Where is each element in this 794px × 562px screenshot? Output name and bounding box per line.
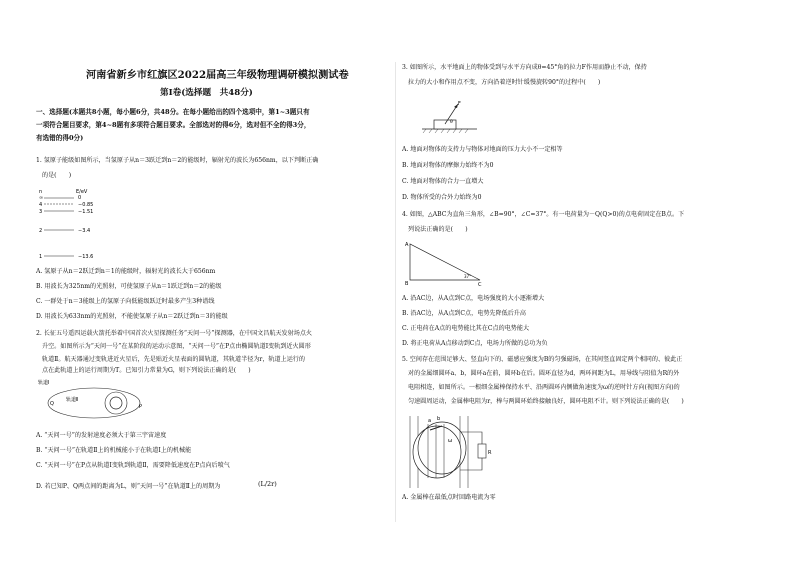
level-energy: −1.51 <box>78 209 94 215</box>
level-n-header: n <box>39 189 43 195</box>
label-b: b <box>437 416 441 422</box>
orbit-2-label: 轨道Ⅱ <box>66 397 79 403</box>
q2-option-b: B. “天问一号”在轨道Ⅱ上的机械能小于在轨道Ⅰ上的机械能 <box>36 447 192 454</box>
q1-stem: 1. 氢原子能级如图所示，当氢原子从n＝3跃迁到n＝2的能级时，辐射光的波长为656nm，以下判断正确 <box>36 157 319 164</box>
q4-option-a: A. 沿AC边，从A点到C点，电场强度的大小逐渐增大 <box>402 295 545 302</box>
level-energy: −3.4 <box>78 228 91 234</box>
mars-planet <box>110 397 122 409</box>
energy-unit: E/eV <box>76 189 88 195</box>
point-q-label: Q <box>50 401 54 407</box>
q5-option-a: A. 金属棒在最低点时回路电流为零 <box>402 494 496 501</box>
orbit-diagram <box>36 376 146 426</box>
q5-stem: 匀速圆周运动，金属棒电阻为r，棒与两圆环始终接触良好，圆环电阻不计。则下列说法正确的是( ) <box>408 398 684 405</box>
vertex-c-label: C <box>478 282 482 288</box>
energy-level-diagram <box>36 184 146 264</box>
q4-stem: 列说法正确的是( ) <box>408 226 468 233</box>
q1-stem: 的是( ) <box>42 172 72 179</box>
q5-stem: 对的金属细圆环a、b，圆环a在前，圆环b在后。圆环直径为d，两环间距为L，用导线与阻值为R的外 <box>408 370 680 377</box>
rotating-rod-diagram <box>404 412 514 490</box>
q2-stem: 升空。如图所示为“天问一号”在某阶段的运动示意图，“天问一号”在P点由椭圆轨道Ⅰ变轨到近火圆形 <box>42 343 311 350</box>
q2-stem: 轨道Ⅱ。航天器通过变轨进近火星后，先是贴近火星表面的圆轨道，其轨道半径为r，轨道上运行的 <box>42 356 305 363</box>
exam-title: 河南省新乡市红旗区2022届高三年级物理调研模拟测试卷 <box>86 69 349 81</box>
q2-option-a: A. “天问一号”的发射速度必须大于第三宇宙速度 <box>36 432 167 439</box>
q2-stem: 点在此轨道上的运行周期为T。已知引力常量为G，则下列说法正确的是( ) <box>42 367 251 374</box>
resistor-label: R <box>488 450 492 456</box>
point-p-label: P <box>139 404 143 410</box>
q3-option-d: D. 物体所受的合外力始终为0 <box>402 194 482 201</box>
level-energy: −0.85 <box>78 202 94 208</box>
vertex-b-label: B <box>405 281 409 287</box>
level-label: 4 <box>39 202 43 208</box>
level-label: ∞ <box>39 195 44 201</box>
force-diagram <box>422 96 482 136</box>
instructions-line: 一项符合题目要求，第4~8题有多项符合题目要求。全部选对的得6分，选对但不全的得3分， <box>36 121 311 129</box>
q1-option-c: C. 一群处于n＝3能级上的氢原子向低能级跃迁时最多产生3种谱线 <box>36 298 215 305</box>
q4-stem: 4. 如图，△ABC为直角三角形，∠B=90°，∠C=37°。有一电荷量为－Q(Q>0)的点电荷固定在B点。下 <box>402 211 685 218</box>
q2-option-c: C. “天问一号”在P点从轨道Ⅰ变轨到轨道Ⅱ，需要降低速度在P点向后喷气 <box>36 462 230 469</box>
section-heading: 第Ⅰ卷(选择题 共48分) <box>160 88 253 98</box>
q3-stem: 拉力的大小和作用点不变，方向沿着逆时针缓慢旋转90°的过程中( ) <box>408 79 601 86</box>
q2-option-d-formula: (L/2r) <box>258 480 277 488</box>
label-a: a <box>428 418 432 424</box>
level-label: 1 <box>39 254 43 260</box>
q5-stem: 5. 空间存在范围足够大、竖直向下的、磁感应强度为B的匀强磁场，在其间竖直固定两个相同的、彼此正 <box>402 356 683 363</box>
q4-option-b: B. 沿AC边，从A点到C点，电势先降低后升高 <box>402 310 526 317</box>
instructions-line: 一、选择题(本题共8小题，每小题6分，共48分。在每小题给出的四个选项中，第1~3题只有 <box>36 108 310 116</box>
level-energy: 0 <box>78 195 82 201</box>
force-label: F <box>458 101 461 107</box>
level-label: 2 <box>39 228 43 234</box>
q2-option-d: D. 若已知P、Q两点间的距离为L，则“天问一号”在轨道Ⅱ上的周期为 <box>36 483 221 490</box>
ring-a <box>413 426 461 478</box>
instructions-line: 有选错的得0分) <box>36 134 84 142</box>
triangle-diagram <box>404 238 484 288</box>
column-divider <box>395 62 396 522</box>
q5-stem: 电阻相连，如图所示。一根细金属棒保持水平、沿两圆环内侧做角速度为ω的逆时针方向(视图方向)的 <box>408 384 680 391</box>
angle-label: θ <box>450 120 453 125</box>
label-omega: ω <box>448 438 453 444</box>
q4-option-d: D. 将正电荷从A点移动到C点，电场力所做的总功为负 <box>402 340 548 347</box>
q1-option-d: D. 用波长为633nm的光照射，不能使氢原子从n＝2跃迁到n＝3的能级 <box>36 313 228 320</box>
q4-option-c: C. 正电荷在A点的电势能比其在C点的电势能大 <box>402 325 530 332</box>
q3-option-c: C. 地面对物体的合力一直增大 <box>402 178 484 185</box>
q3-option-a: A. 地面对物体的支持力与物体对地面的压力大小不一定相等 <box>402 146 563 153</box>
level-label: 3 <box>39 209 43 215</box>
q3-stem: 3. 如图所示，水平地面上的物体受到与水平方向成θ=45°角的拉力F作用而静止不动，保持 <box>402 64 647 71</box>
q1-option-a: A. 氢原子从n＝2跃迁到n＝1的能级时，辐射光的波长大于656nm <box>36 268 216 275</box>
elliptical-orbit <box>48 388 143 418</box>
q1-option-b: B. 用波长为325nm的光照射，可使氢原子从n＝1跃迁到n＝2的能级 <box>36 283 222 290</box>
q3-option-b: B. 地面对物体的摩擦力始终不为0 <box>402 162 494 169</box>
orbit-1-label: 轨道Ⅰ <box>38 380 50 386</box>
angle-c-label: 37° <box>464 274 472 279</box>
resistor <box>478 444 486 458</box>
level-energy: −13.6 <box>78 254 94 260</box>
vertex-a-label: A <box>405 242 409 248</box>
ground-hatching <box>423 129 468 133</box>
q2-stem: 2. 长征五号遥四运载火箭托举着中国首次火星探测任务“天问一号”探测器，在中国文昌航天发射场点火 <box>36 330 313 337</box>
